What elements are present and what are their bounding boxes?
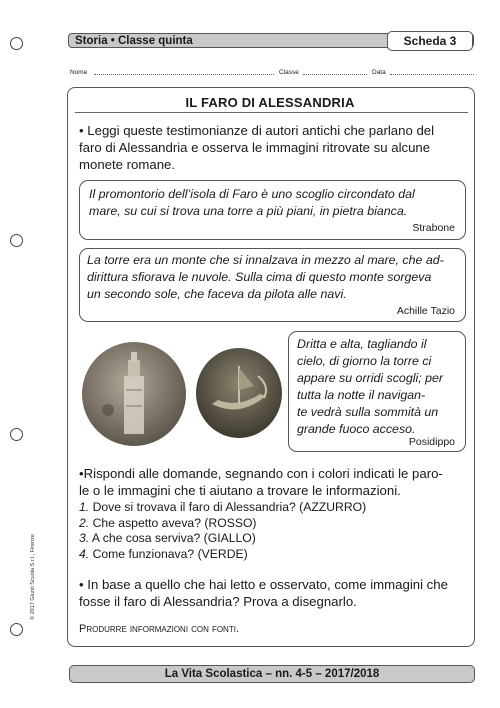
question-number: 1. — [79, 500, 90, 514]
quote-text — [87, 252, 459, 303]
binder-hole-4 — [10, 623, 23, 636]
intro-line: monete romane. — [79, 157, 176, 172]
question-number: 2. — [79, 515, 90, 530]
question-text: A che cosa serviva? (GIALLO) — [91, 531, 256, 545]
title-divider — [75, 112, 468, 113]
class-field[interactable] — [303, 74, 367, 75]
task-answer-questions — [79, 465, 443, 499]
name-label: Nome — [70, 69, 88, 76]
copyright-note: © 2017 Giunti Scuola S.r.l., Firenze — [30, 534, 36, 620]
quote-text — [297, 336, 461, 438]
quote-achille-tazio — [79, 248, 466, 322]
intro-line: • Leggi queste testimonianze di autori antichi che parlano del — [79, 123, 435, 138]
quote-line: cielo, di giorno la torre ci — [297, 354, 432, 368]
date-label: Data — [372, 69, 386, 76]
quote-line: appare su orridi scogli; per — [297, 371, 444, 385]
question-list — [79, 500, 366, 562]
quote-line: Il promontorio dell’isola di Faro è uno scoglio circondato dal — [89, 187, 415, 201]
question-text: Come funzionava? (VERDE) — [92, 546, 248, 561]
quote-author: Achille Tazio — [396, 305, 455, 317]
coin-lighthouse-image — [80, 340, 188, 448]
quote-line: dirittura sfiorava le nuvole. Sulla cima di questo monte sorgeva — [87, 270, 432, 284]
question-item — [79, 500, 366, 516]
quote-author: Posidippo — [408, 436, 455, 448]
skill-label: Produrre informazioni con fonti. — [79, 623, 239, 635]
quote-line: grande fuoco acceso. — [297, 422, 416, 436]
quote-line: tutta la notte il navigan- — [297, 388, 426, 402]
intro-line: faro di Alessandria e osserva le immagini ritrovate su alcune — [79, 140, 431, 155]
subject-label: Storia • Classe quinta — [75, 35, 193, 47]
task-line: •Rispondi alle domande, segnando con i colori indicati le paro- — [79, 466, 443, 481]
task-line: le o le immagini che ti aiutano a trovare le informazioni. — [79, 483, 401, 498]
intro-text — [79, 122, 434, 173]
class-label: Classe — [279, 69, 299, 76]
binder-hole-3 — [10, 428, 23, 441]
question-item — [79, 547, 366, 563]
quote-strabone — [79, 180, 466, 240]
quote-posidippo — [288, 331, 466, 452]
question-number: 4. — [79, 546, 90, 561]
binder-hole-1 — [10, 37, 23, 50]
quote-line: mare, su cui si trova una torre a più piani, in pietra bianca. — [89, 204, 408, 218]
quote-author: Strabone — [412, 222, 455, 234]
page-title: IL FARO DI ALESSANDRIA — [185, 95, 355, 110]
student-fields — [70, 67, 475, 79]
sheet-number: Scheda 3 — [387, 31, 473, 51]
quote-line: un secondo sole, che faceva da pilota alle navi. — [87, 287, 347, 301]
name-field[interactable] — [94, 74, 274, 75]
task-draw — [79, 576, 448, 610]
quote-line: Dritta e alta, tagliando il — [297, 337, 427, 351]
task-line: fosse il faro di Alessandria? Prova a disegnarlo. — [79, 594, 357, 609]
question-item — [79, 516, 366, 532]
question-text: Dove si trovava il faro di Alessandria? (AZZURRO) — [92, 500, 367, 514]
quote-line: La torre era un monte che si innalzava in mezzo al mare, che ad- — [87, 253, 444, 267]
footer-bar: La Vita Scolastica – nn. 4-5 – 2017/2018 — [69, 665, 475, 683]
task-line: • In base a quello che hai letto e osservato, come immagini che — [79, 577, 448, 592]
date-field[interactable] — [390, 74, 474, 75]
quote-line: te vedrà sulla sommità un — [297, 405, 439, 419]
question-item — [79, 531, 366, 547]
coin-ship-image — [194, 346, 284, 440]
question-text: Che aspetto aveva? (ROSSO) — [92, 515, 257, 530]
question-number: 3. — [79, 531, 90, 545]
quote-text — [89, 186, 457, 220]
binder-hole-2 — [10, 234, 23, 247]
